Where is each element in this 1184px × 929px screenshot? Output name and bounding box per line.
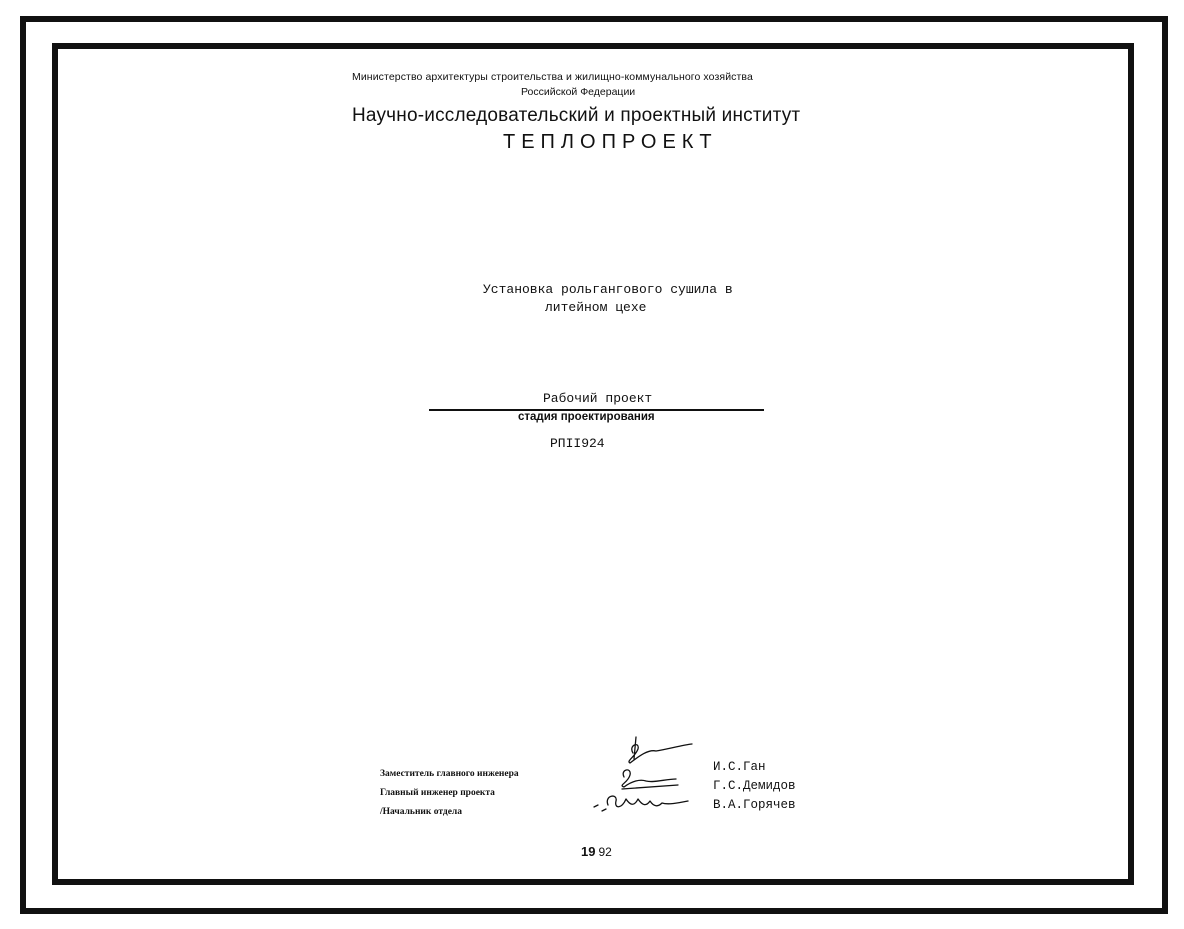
signatory-name: В.А.Горячев [713,798,796,812]
project-code: РПII924 [550,436,605,451]
year [581,844,612,860]
signatory-role: Главный инженер проекта [380,788,495,798]
signature-3 [594,796,688,811]
signatory-role: Заместитель главного инженера [380,769,519,779]
signatory-name: Г.С.Демидов [713,779,796,793]
stage-label: стадия проектирования [518,411,655,423]
signature-1 [629,737,692,763]
signature-2 [622,770,678,789]
organization-name: ТЕПЛОПРОЕКТ [503,131,718,153]
signatory-role: /Начальник отдела [380,807,463,817]
ministry-line: Министерство архитектуры строительства и жилищно-коммунального хозяйства [352,71,753,83]
year-century: 19 [581,844,596,859]
stage-name: Рабочий проект [543,391,653,406]
document-title-line-2: литейном цехе [545,300,647,315]
signatory-roles [380,765,519,822]
year-digits: 92 [598,845,612,859]
document-title-line-1: Установка рольгангового сушила в [483,282,733,297]
handwritten-signatures [588,735,700,815]
signatory-name: И.С.Ган [713,760,766,774]
federation-line: Российской Федерации [521,86,636,98]
signatory-names [713,758,796,815]
institute-line: Научно-исследовательский и проектный институт [352,105,801,126]
